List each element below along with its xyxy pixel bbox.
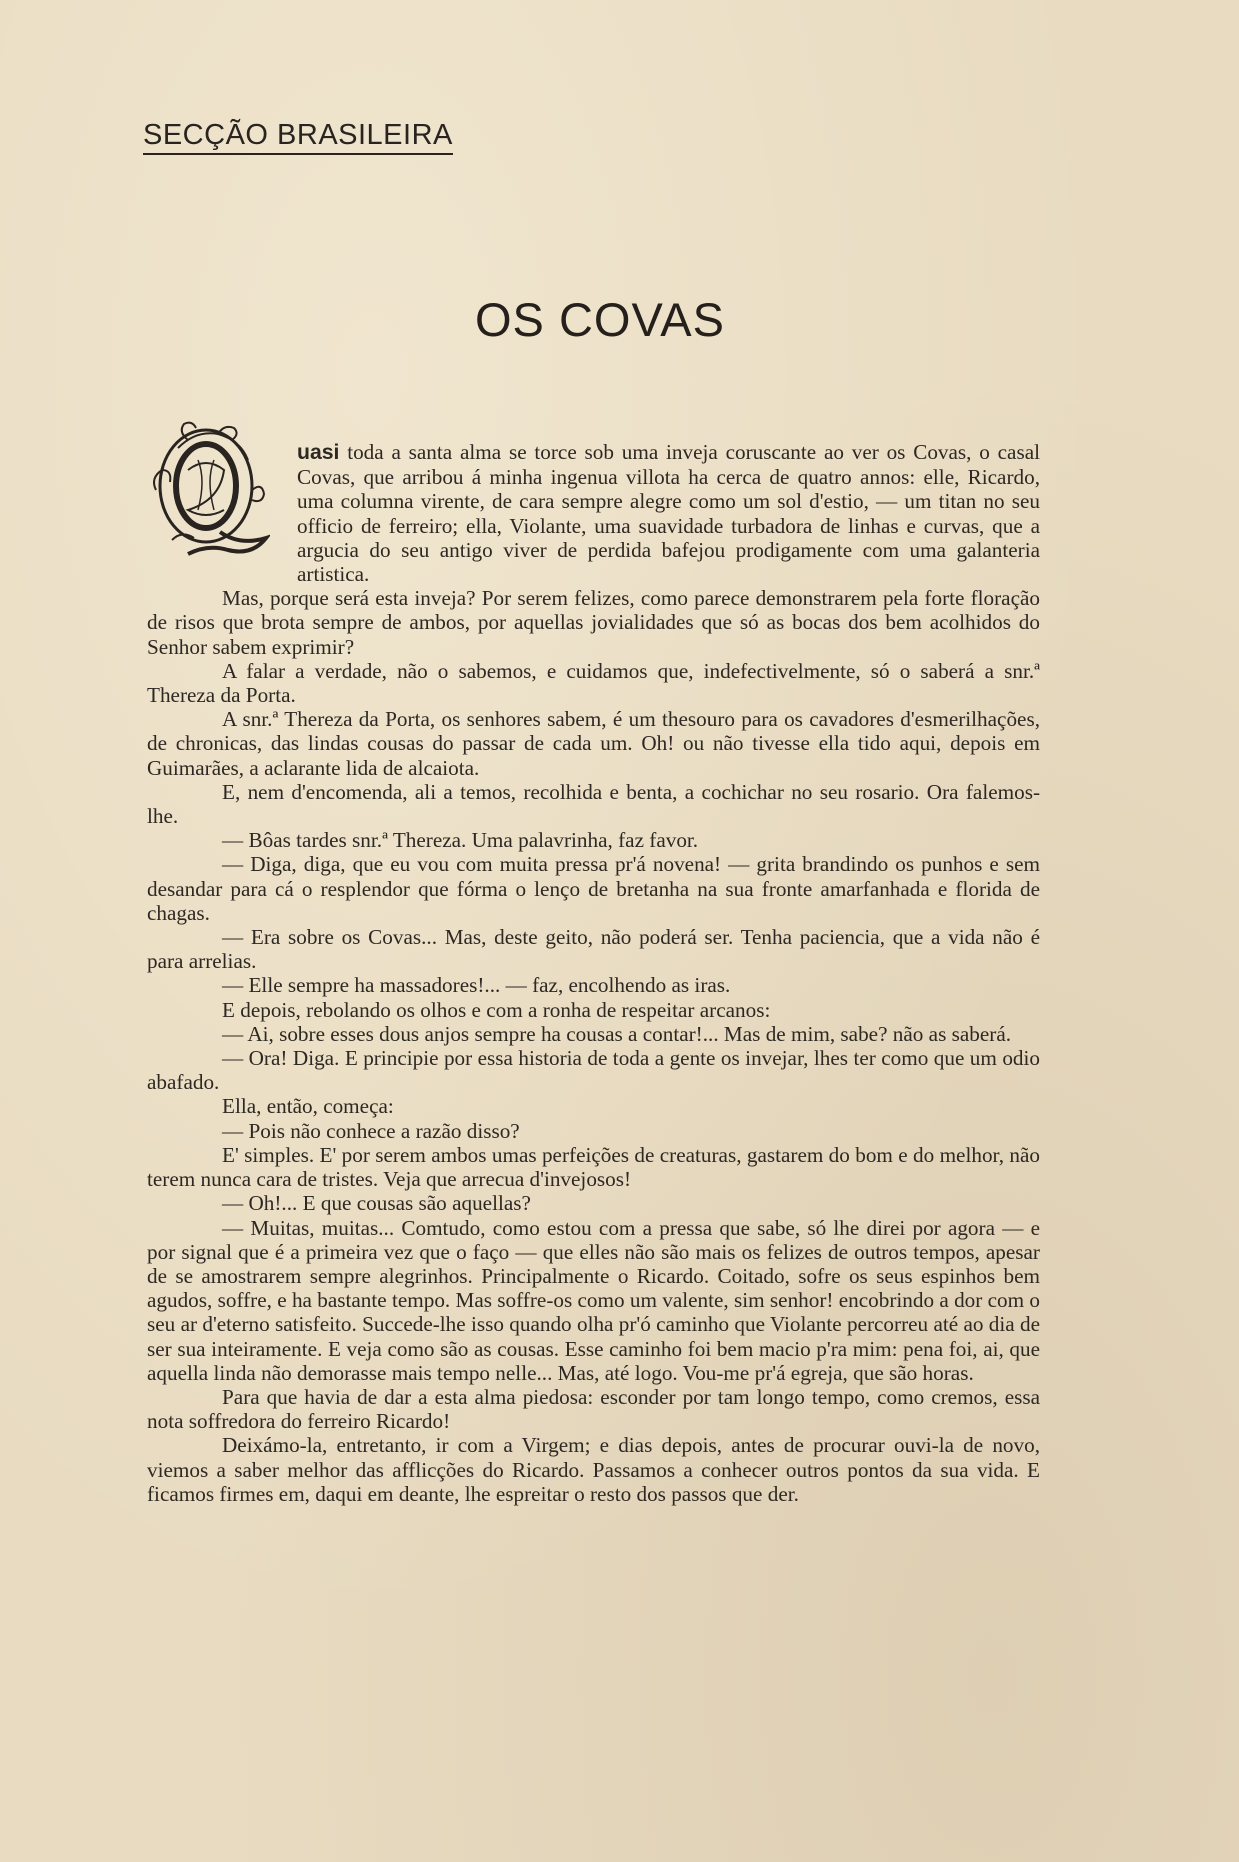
paragraph: — Era sobre os Covas... Mas, deste geito, não poderá ser. Tenha paciencia, que a vida não é para arrelias.: [147, 925, 1040, 974]
paragraph: A falar a verdade, não o sabemos, e cuidamos que, indefectivelmente, só o saberá a snr.ª Thereza da Porta.: [147, 658, 1040, 708]
paragraph: Ella, então, começa:: [222, 1094, 394, 1119]
paragraph: E, nem d'encomenda, ali a temos, recolhida e benta, a cochichar no seu rosario. Ora falemos-lhe.: [147, 779, 1040, 829]
lead-word: uasi: [297, 441, 340, 464]
paragraph: — Elle sempre ha massadores!... — faz, encolhendo as iras.: [222, 973, 731, 998]
first-paragraph-text: toda a santa alma se torce sob uma inveja coruscante ao ver os Covas, o casal Covas, que arribou á minha ingenua villota ha cerca de quatro annos: elle, Ricardo, uma columna virente, de cara sempre alegre como um sol d'estio, — um titan no seu officio de ferreiro; ella, Violante, uma suavidade turbadora de linhas e curvas, que a argucia do seu antigo viver de perdida bafejou prodigamente com uma galanteria artistica.: [297, 440, 1040, 587]
paragraph: Deixámo-la, entretanto, ir com a Virgem; e dias depois, antes de procurar ouvi-la de novo, viemos a saber melhor das afflicções do Ricardo. Passamos a conhecer outros pontos da sua vida. E ficamos firmes em, daqui em deante, lhe espreitar o resto dos passos que der.: [147, 1433, 1040, 1506]
paragraph: Mas, porque será esta inveja? Por serem felizes, como parece demonstrarem pela forte floração de risos que brota sempre de ambos, por aquellas jovialidades que só as bocas dos bem acolhidos do Senhor sabem exprimir?: [147, 586, 1040, 659]
paragraph: Para que havia de dar a esta alma piedosa: esconder por tam longo tempo, como cremos, essa nota soffredora do ferreiro Ricardo!: [147, 1384, 1040, 1434]
article-body: [147, 440, 1040, 1506]
paragraph: A snr.ª Thereza da Porta, os senhores sabem, é um thesouro para os cavadores d'esmerilhações, de chronicas, das lindas cousas do passar de cada um. Oh! ou não tivesse ella tido aqui, depois em Guimarães, a aclarante lida de alcaiota.: [147, 707, 1040, 780]
paragraph: — Ora! Diga. E principie por essa historia de toda a gente os invejar, lhes ter como que um odio abafado.: [147, 1046, 1040, 1095]
paragraph: — Bôas tardes snr.ª Thereza. Uma palavrinha, faz favor.: [222, 828, 699, 853]
section-header: SECÇÃO BRASILEIRA: [143, 118, 453, 155]
paragraph: E depois, rebolando os olhos e com a ronha de respeitar arcanos:: [222, 997, 771, 1022]
paragraph: — Ai, sobre esses dous anjos sempre ha cousas a contar!... Mas de mim, sabe? não as saberá.: [222, 1021, 1012, 1046]
paragraph: — Oh!... E que cousas são aquellas?: [222, 1191, 531, 1216]
paragraph: — Muitas, muitas... Comtudo, como estou com a pressa que sabe, só lhe direi por agora — e por signal que é a primeira vez que o faço — que elles não são mais os felizes de outros tempos, apesar de se amostrarem sempre alegrinhos. Principalmente o Ricardo. Coitado, sofre os seus espinhos bem agudos, soffre, e ha bastante tempo. Mas soffre-os como um valente, sim senhor! encobrindo a dor com o seu ar d'eterno satisfeito. Succede-lhe isso quando olha pr'ó caminho que Violante percorreu até ao dia de ser sua inteiramente. E veja como são as cousas. Esse caminho foi bem macio p'ra mim: pena foi, ai, que aquella linda não demorasse mais tempo nelle... Mas, até logo. Vou-me pr'á egreja, que são horas.: [147, 1215, 1040, 1385]
article-title: OS COVAS: [474, 293, 726, 346]
paragraph: — Pois não conhece a razão disso?: [222, 1118, 520, 1143]
paragraph: E' simples. E' por serem ambos umas perfeições de creaturas, gastarem do bom e do melhor, não terem nunca cara de tristes. Veja que arrecua d'invejosos!: [147, 1142, 1040, 1192]
paragraph: — Diga, diga, que eu vou com muita pressa pr'á novena! — grita brandindo os punhos e sem desandar para cá o resplendor que fórma o lenço de bretanha na sua fronte amarfanhada e florida de chagas.: [147, 852, 1040, 925]
first-paragraph: [147, 440, 1040, 586]
